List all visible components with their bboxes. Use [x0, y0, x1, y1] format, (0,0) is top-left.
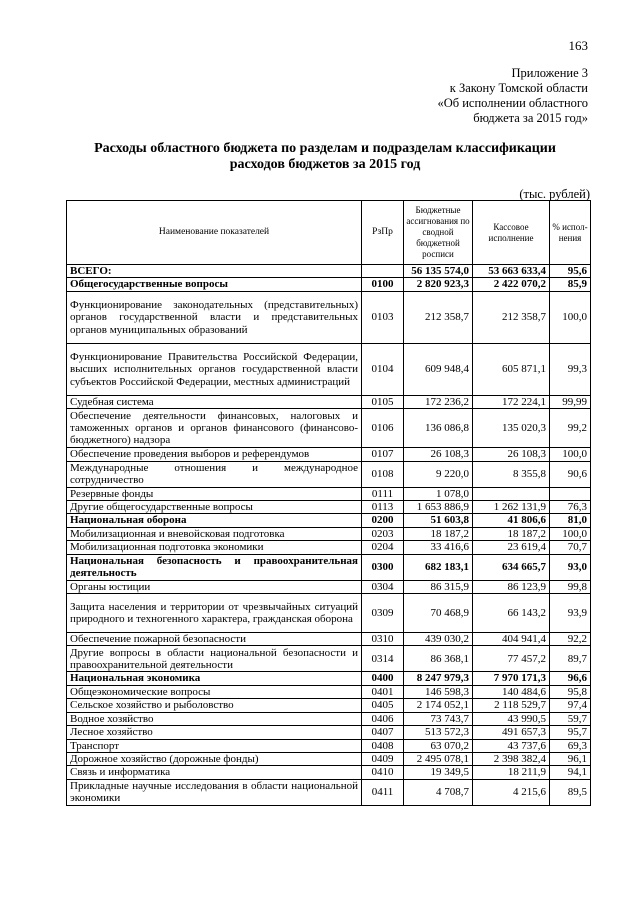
row-percent: 93,9	[550, 594, 591, 633]
row-percent: 99,99	[550, 395, 591, 408]
row-name: Международные отношения и международное сотрудничество	[67, 461, 362, 487]
row-actual: 18 211,9	[473, 766, 550, 779]
header-name: Наименование показателей	[67, 201, 362, 265]
row-percent: 70,7	[550, 541, 591, 554]
table-row	[67, 461, 591, 487]
row-actual: 43 990,5	[473, 712, 550, 725]
row-actual: 77 457,2	[473, 646, 550, 672]
row-code: 0103	[362, 291, 404, 343]
row-name: Функционирование Правительства Российской Федерации, высших исполнительных органов государственной власти субъектов Российской Федерации, местных администраций	[67, 343, 362, 395]
row-name: Общегосударственные вопросы	[67, 278, 362, 291]
row-code: 0314	[362, 646, 404, 672]
row-code: 0200	[362, 514, 404, 527]
appendix-line: «Об исполнении областного	[437, 96, 588, 110]
table-row	[67, 291, 591, 343]
row-name: Резервные фонды	[67, 487, 362, 500]
row-percent: 96,6	[550, 672, 591, 685]
row-code: 0300	[362, 554, 404, 580]
row-percent: 59,7	[550, 712, 591, 725]
row-percent: 90,6	[550, 461, 591, 487]
row-planned: 2 174 052,1	[404, 699, 473, 712]
row-percent: 94,1	[550, 766, 591, 779]
row-percent: 100,0	[550, 527, 591, 540]
budget-table	[66, 200, 591, 806]
appendix-line: бюджета за 2015 год»	[473, 111, 588, 125]
row-name: Мобилизационная и вневойсковая подготовка	[67, 527, 362, 540]
table-row	[67, 541, 591, 554]
row-planned: 136 086,8	[404, 409, 473, 448]
row-name: ВСЕГО:	[67, 265, 362, 278]
row-code: 0407	[362, 726, 404, 739]
row-percent: 81,0	[550, 514, 591, 527]
row-planned: 2 820 923,3	[404, 278, 473, 291]
table-row	[67, 766, 591, 779]
row-percent: 100,0	[550, 448, 591, 461]
header-planned: Бюджетные ассигнования по сводной бюджетной росписи	[404, 201, 473, 265]
row-actual: 7 970 171,3	[473, 672, 550, 685]
row-actual: 2 118 529,7	[473, 699, 550, 712]
row-code: 0104	[362, 343, 404, 395]
table-row	[67, 712, 591, 725]
row-percent: 95,7	[550, 726, 591, 739]
row-code: 0410	[362, 766, 404, 779]
table-row	[67, 739, 591, 752]
row-code: 0409	[362, 752, 404, 765]
row-name: Национальная экономика	[67, 672, 362, 685]
row-planned: 51 603,8	[404, 514, 473, 527]
row-code: 0304	[362, 580, 404, 593]
table-row	[67, 501, 591, 514]
row-name: Национальная оборона	[67, 514, 362, 527]
row-actual: 66 143,2	[473, 594, 550, 633]
row-planned: 1 078,0	[404, 487, 473, 500]
row-planned: 19 349,5	[404, 766, 473, 779]
row-name: Органы юстиции	[67, 580, 362, 593]
row-percent: 99,8	[550, 580, 591, 593]
row-percent: 89,5	[550, 779, 591, 805]
row-percent: 85,9	[550, 278, 591, 291]
row-code: 0411	[362, 779, 404, 805]
row-code: 0108	[362, 461, 404, 487]
row-name: Судебная система	[67, 395, 362, 408]
table-row	[67, 514, 591, 527]
row-code: 0309	[362, 594, 404, 633]
row-name: Мобилизационная подготовка экономики	[67, 541, 362, 554]
appendix-line: к Закону Томской области	[449, 81, 588, 95]
row-code: 0401	[362, 685, 404, 698]
table-row	[67, 409, 591, 448]
row-name: Дорожное хозяйство (дорожные фонды)	[67, 752, 362, 765]
row-planned: 26 108,3	[404, 448, 473, 461]
table-row	[67, 265, 591, 278]
header-actual: Кассовое исполнение	[473, 201, 550, 265]
table-row	[67, 779, 591, 805]
row-percent: 95,6	[550, 265, 591, 278]
header-percent: % испол-нения	[550, 201, 591, 265]
row-code: 0100	[362, 278, 404, 291]
row-actual: 634 665,7	[473, 554, 550, 580]
header-row	[67, 201, 591, 265]
table-row	[67, 395, 591, 408]
page-number: 163	[568, 38, 588, 53]
row-actual: 491 657,3	[473, 726, 550, 739]
table-row	[67, 278, 591, 291]
table-row	[67, 646, 591, 672]
row-code: 0106	[362, 409, 404, 448]
row-code: 0113	[362, 501, 404, 514]
row-code: 0406	[362, 712, 404, 725]
table-row	[67, 685, 591, 698]
row-code: 0405	[362, 699, 404, 712]
row-name: Национальная безопасность и правоохранительная деятельность	[67, 554, 362, 580]
row-planned: 86 368,1	[404, 646, 473, 672]
row-actual: 2 422 070,2	[473, 278, 550, 291]
row-name: Обеспечение проведения выборов и референдумов	[67, 448, 362, 461]
row-code: 0310	[362, 633, 404, 646]
row-name: Связь и информатика	[67, 766, 362, 779]
table-row	[67, 580, 591, 593]
row-actual: 86 123,9	[473, 580, 550, 593]
row-actual: 4 215,6	[473, 779, 550, 805]
table-row	[67, 633, 591, 646]
row-actual: 23 619,4	[473, 541, 550, 554]
row-planned: 86 315,9	[404, 580, 473, 593]
row-name: Защита населения и территории от чрезвычайных ситуаций природного и техногенного характера, гражданская оборона	[67, 594, 362, 633]
row-planned: 56 135 574,0	[404, 265, 473, 278]
row-planned: 146 598,3	[404, 685, 473, 698]
appendix-line: Приложение 3	[511, 66, 588, 80]
row-planned: 33 416,6	[404, 541, 473, 554]
row-actual: 41 806,6	[473, 514, 550, 527]
row-code: 0400	[362, 672, 404, 685]
document-title	[60, 141, 590, 173]
row-planned: 70 468,9	[404, 594, 473, 633]
row-actual: 1 262 131,9	[473, 501, 550, 514]
row-name: Общеэкономические вопросы	[67, 685, 362, 698]
row-percent: 93,0	[550, 554, 591, 580]
row-planned: 8 247 979,3	[404, 672, 473, 685]
row-percent: 95,8	[550, 685, 591, 698]
table-row	[67, 752, 591, 765]
row-percent: 97,4	[550, 699, 591, 712]
table-row	[67, 672, 591, 685]
row-percent: 89,7	[550, 646, 591, 672]
table-row	[67, 448, 591, 461]
row-actual	[473, 487, 550, 500]
row-code: 0111	[362, 487, 404, 500]
row-percent	[550, 487, 591, 500]
row-actual: 404 941,4	[473, 633, 550, 646]
row-name: Сельское хозяйство и рыболовство	[67, 699, 362, 712]
row-percent: 92,2	[550, 633, 591, 646]
row-code: 0204	[362, 541, 404, 554]
row-percent: 99,2	[550, 409, 591, 448]
row-actual: 8 355,8	[473, 461, 550, 487]
table-body	[67, 265, 591, 806]
row-actual: 605 871,1	[473, 343, 550, 395]
row-code: 0408	[362, 739, 404, 752]
row-planned: 18 187,2	[404, 527, 473, 540]
row-actual: 135 020,3	[473, 409, 550, 448]
units-label: (тыс. рублей)	[519, 187, 590, 201]
row-actual: 172 224,1	[473, 395, 550, 408]
row-percent: 76,3	[550, 501, 591, 514]
appendix-note	[437, 66, 588, 126]
table-row	[67, 343, 591, 395]
row-code: 0203	[362, 527, 404, 540]
table-row	[67, 554, 591, 580]
title-line: Расходы областного бюджета по разделам и подразделам классификации	[94, 141, 556, 156]
row-planned: 63 070,2	[404, 739, 473, 752]
row-actual: 43 737,6	[473, 739, 550, 752]
row-actual: 212 358,7	[473, 291, 550, 343]
row-name: Прикладные научные исследования в области национальной экономики	[67, 779, 362, 805]
row-percent: 69,3	[550, 739, 591, 752]
row-percent: 96,1	[550, 752, 591, 765]
row-name: Транспорт	[67, 739, 362, 752]
row-code	[362, 265, 404, 278]
row-actual: 140 484,6	[473, 685, 550, 698]
row-planned: 212 358,7	[404, 291, 473, 343]
row-actual: 2 398 382,4	[473, 752, 550, 765]
row-name: Функционирование законодательных (представительных) органов государственной власти и представительных органов муниципальных образований	[67, 291, 362, 343]
row-actual: 53 663 633,4	[473, 265, 550, 278]
row-percent: 99,3	[550, 343, 591, 395]
row-planned: 439 030,2	[404, 633, 473, 646]
row-percent: 100,0	[550, 291, 591, 343]
row-code: 0107	[362, 448, 404, 461]
table-row	[67, 699, 591, 712]
row-planned: 73 743,7	[404, 712, 473, 725]
row-planned: 513 572,3	[404, 726, 473, 739]
table-row	[67, 726, 591, 739]
row-name: Обеспечение пожарной безопасности	[67, 633, 362, 646]
row-actual: 18 187,2	[473, 527, 550, 540]
row-planned: 172 236,2	[404, 395, 473, 408]
row-planned: 609 948,4	[404, 343, 473, 395]
row-planned: 9 220,0	[404, 461, 473, 487]
title-line: расходов бюджетов за 2015 год	[229, 157, 421, 172]
row-actual: 26 108,3	[473, 448, 550, 461]
row-planned: 682 183,1	[404, 554, 473, 580]
row-name: Водное хозяйство	[67, 712, 362, 725]
header-code: РзПр	[362, 201, 404, 265]
row-planned: 4 708,7	[404, 779, 473, 805]
row-name: Другие вопросы в области национальной безопасности и правоохранительной деятельности	[67, 646, 362, 672]
row-planned: 2 495 078,1	[404, 752, 473, 765]
table-row	[67, 527, 591, 540]
table-row	[67, 487, 591, 500]
row-code: 0105	[362, 395, 404, 408]
table-row	[67, 594, 591, 633]
row-name: Лесное хозяйство	[67, 726, 362, 739]
row-name: Другие общегосударственные вопросы	[67, 501, 362, 514]
row-planned: 1 653 886,9	[404, 501, 473, 514]
row-name: Обеспечение деятельности финансовых, налоговых и таможенных органов и органов финансового (финансово-бюджетного) надзора	[67, 409, 362, 448]
